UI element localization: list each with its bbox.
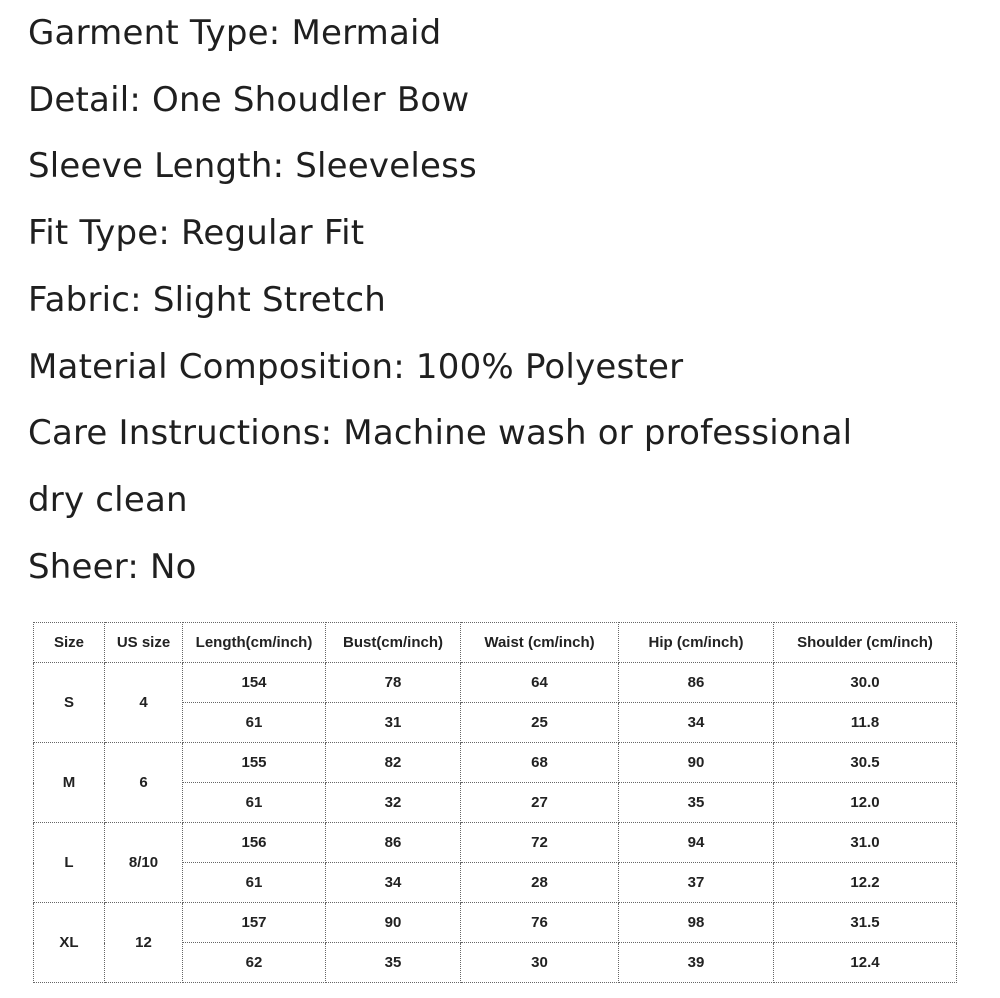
header-hip: Hip (cm/inch) — [619, 623, 774, 663]
table-header-row — [34, 623, 957, 663]
spec-garment-type: Garment Type: Mermaid — [28, 13, 442, 53]
header-us-size: US size — [105, 623, 183, 663]
bust-inch-cell: 32 — [326, 783, 461, 823]
shoulder-inch-cell: 12.0 — [774, 783, 957, 823]
us-size-cell: 12 — [105, 903, 183, 983]
size-cell: XL — [34, 903, 105, 983]
shoulder-cm-cell: 31.5 — [774, 903, 957, 943]
length-inch-cell: 61 — [183, 703, 326, 743]
hip-cm-cell: 90 — [619, 743, 774, 783]
header-size: Size — [34, 623, 105, 663]
shoulder-inch-cell: 11.8 — [774, 703, 957, 743]
bust-cm-cell: 86 — [326, 823, 461, 863]
hip-inch-cell: 37 — [619, 863, 774, 903]
hip-cm-cell: 98 — [619, 903, 774, 943]
waist-inch-cell: 27 — [461, 783, 619, 823]
spec-material: Material Composition: 100% Polyester — [28, 346, 684, 387]
us-size-cell: 6 — [105, 743, 183, 823]
bust-inch-cell: 34 — [326, 863, 461, 903]
hip-cm-cell: 94 — [619, 823, 774, 863]
bust-inch-cell: 35 — [326, 943, 461, 983]
hip-cm-cell: 86 — [619, 663, 774, 703]
size-cell: L — [34, 823, 105, 903]
bust-cm-cell: 82 — [326, 743, 461, 783]
spec-sleeve-length: Sleeve Length: Sleeveless — [28, 146, 477, 187]
table-row — [34, 663, 957, 703]
spec-sheer: Sheer: No — [28, 546, 197, 587]
hip-inch-cell: 39 — [619, 943, 774, 983]
waist-cm-cell: 76 — [461, 903, 619, 943]
size-table — [33, 622, 957, 983]
table-row — [34, 823, 957, 863]
bust-cm-cell: 90 — [326, 903, 461, 943]
spec-care-instructions: Care Instructions: Machine wash or professional — [28, 413, 853, 454]
length-cm-cell: 156 — [183, 823, 326, 863]
shoulder-cm-cell: 30.0 — [774, 663, 957, 703]
header-waist: Waist (cm/inch) — [461, 623, 619, 663]
length-cm-cell: 155 — [183, 743, 326, 783]
length-inch-cell: 61 — [183, 783, 326, 823]
product-specs — [28, 0, 988, 600]
bust-cm-cell: 78 — [326, 663, 461, 703]
waist-cm-cell: 68 — [461, 743, 619, 783]
spec-detail: Detail: One Shoudler Bow — [28, 79, 470, 120]
spec-fabric: Fabric: Slight Stretch — [28, 279, 387, 320]
header-bust: Bust(cm/inch) — [326, 623, 461, 663]
shoulder-inch-cell: 12.4 — [774, 943, 957, 983]
length-cm-cell: 154 — [183, 663, 326, 703]
shoulder-cm-cell: 31.0 — [774, 823, 957, 863]
spec-care-instructions-continued: dry clean — [28, 479, 188, 520]
shoulder-inch-cell: 12.2 — [774, 863, 957, 903]
us-size-cell: 8/10 — [105, 823, 183, 903]
waist-cm-cell: 72 — [461, 823, 619, 863]
table-row — [34, 743, 957, 783]
length-cm-cell: 157 — [183, 903, 326, 943]
hip-inch-cell: 34 — [619, 703, 774, 743]
hip-inch-cell: 35 — [619, 783, 774, 823]
waist-cm-cell: 64 — [461, 663, 619, 703]
bust-inch-cell: 31 — [326, 703, 461, 743]
spec-fit-type: Fit Type: Regular Fit — [28, 213, 365, 254]
waist-inch-cell: 28 — [461, 863, 619, 903]
size-cell: S — [34, 663, 105, 743]
waist-inch-cell: 25 — [461, 703, 619, 743]
header-shoulder: Shoulder (cm/inch) — [774, 623, 957, 663]
header-length: Length(cm/inch) — [183, 623, 326, 663]
table-row — [34, 903, 957, 943]
shoulder-cm-cell: 30.5 — [774, 743, 957, 783]
length-inch-cell: 62 — [183, 943, 326, 983]
waist-inch-cell: 30 — [461, 943, 619, 983]
length-inch-cell: 61 — [183, 863, 326, 903]
size-chart — [33, 622, 957, 983]
size-cell: M — [34, 743, 105, 823]
us-size-cell: 4 — [105, 663, 183, 743]
